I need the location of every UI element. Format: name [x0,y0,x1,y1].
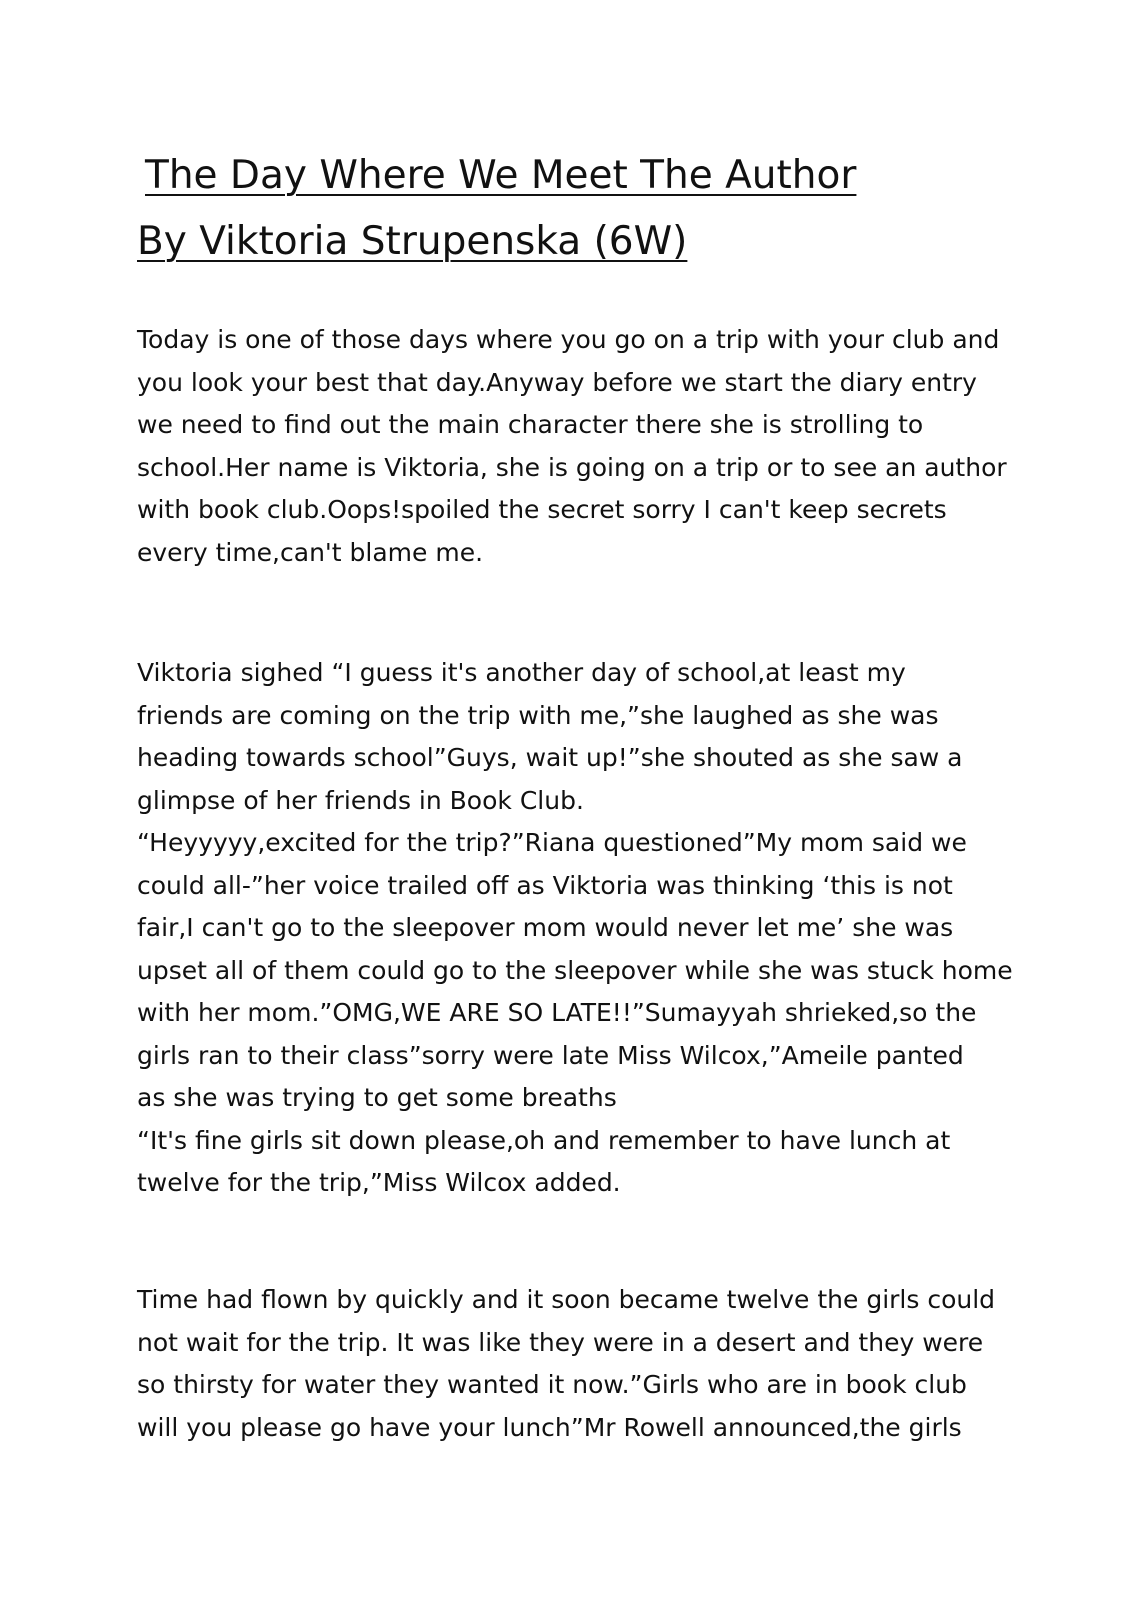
text-line: every time,can't blame me. [137,537,484,567]
text-line: twelve for the trip,”Miss Wilcox added. [137,1168,621,1197]
text-line: school.Her name is Viktoria, she is going on a trip or to see an author [137,452,1007,482]
text-line: not wait for the trip. It was like they were in a desert and they were [137,1327,984,1357]
text-line: as she was trying to get some breaths [137,1083,617,1112]
text-line: with her mom.”OMG,WE ARE SO LATE!!”Sumayyah shrieked,so the [137,998,977,1027]
text-line: will you please go have your lunch”Mr Rowell announced,the girls [137,1412,962,1442]
text-line: Today is one of those days where you go on a trip with your club and [137,325,1000,354]
text-line: Time had flown by quickly and it soon became twelve the girls could [137,1285,996,1314]
text-line: friends are coming on the trip with me,”she laughed as she was [137,700,939,730]
text-line: Viktoria sighed “I guess it's another day of school,at least my [137,658,906,687]
author-byline: By Viktoria Strupenska (6W) [137,219,688,264]
text-line: “It's fine girls sit down please,oh and remember to have lunch at [137,1125,951,1155]
text-line: you look your best that day.Anyway before we start the diary entry [137,367,977,397]
paragraph [137,652,1017,1205]
text-line: with book club.Oops!spoiled the secret sorry I can't keep secrets [137,495,947,524]
text-line: so thirsty for water they wanted it now.”Girls who are in book club [137,1370,967,1399]
text-line: could all-”her voice trailed off as Viktoria was thinking ‘this is not [137,870,953,900]
text-line: “Heyyyyy,excited for the trip?”Riana questioned”My mom said we [137,828,967,857]
text-line: girls ran to their class”sorry were late Miss Wilcox,”Ameile panted [137,1040,964,1070]
text-line: we need to find out the main character there she is strolling to [137,410,924,439]
text-line: heading towards school”Guys, wait up!”she shouted as she saw a [137,743,963,772]
text-line: fair,I can't go to the sleepover mom would never let me’ she was [137,913,954,942]
text-line: glimpse of her friends in Book Club. [137,785,584,815]
paragraph [137,319,1017,574]
paragraph [137,1279,1017,1449]
document-title: The Day Where We Meet The Author [145,153,857,198]
text-line: upset all of them could go to the sleepover while she was stuck home [137,955,1013,985]
